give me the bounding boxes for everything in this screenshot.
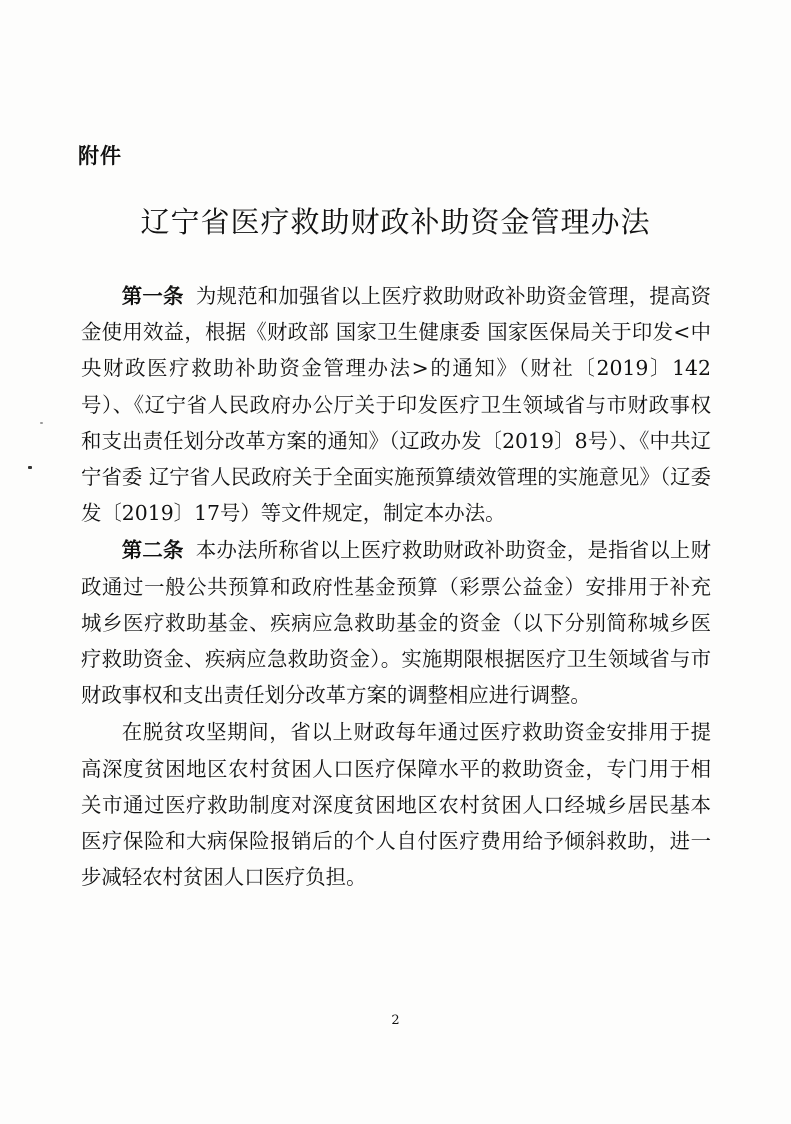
paragraph-poverty-alleviation [81,714,711,895]
paragraph-text: 本办法所称省以上医疗救助财政补助资金，是指省以上财政通过一般公共预算和政府性基金预算（彩票公益金）安排用于补充城乡医疗救助基金、疾病应急救助基金的资金（以下分别简称城乡医疗救助资金、疾病应急救助资金）。实施期限根据医疗卫生领域省与市财政事权和支出责任划分改革方案的调整相应进行调整。 [81,538,711,708]
document-body [81,278,711,895]
page-number: 2 [391,1013,400,1028]
paragraph-article-2 [81,532,711,713]
document-title: 辽宁省医疗救助财政补助资金管理办法 [140,205,651,239]
paragraph-article-1 [81,278,711,531]
paragraph-text: 为规范和加强省以上医疗救助财政补助资金管理，提高资金使用效益，根据《财政部 国家卫生健康委 国家医保局关于印发<中央财政医疗救助补助资金管理办法>的通知》（财社〔2019〕142号）、《辽宁省人民政府办公厅关于印发医疗卫生领域省与市财政事权和支出责任划分改革方案的通知》（辽政办发〔2019〕8号）、《中共辽宁省委 辽宁省人民政府关于全面实施预算绩效管理的实施意见》（辽委发〔2019〕17号）等文件规定，制定本办法。 [81,284,711,526]
paragraph-text: 在脱贫攻坚期间，省以上财政每年通过医疗救助资金安排用于提高深度贫困地区农村贫困人口医疗保障水平的救助资金，专门用于相关市通过医疗救助制度对深度贫困地区农村贫困人口经城乡居民基本医疗保险和大病保险报销后的个人自付医疗费用给予倾斜救助，进一步减轻农村贫困人口医疗负担。 [81,720,711,890]
attachment-label: 附件 [78,144,122,168]
scan-speck [28,466,32,469]
scan-speck [40,422,43,424]
article-heading: 第一条 [121,284,184,308]
article-heading: 第二条 [121,538,184,563]
